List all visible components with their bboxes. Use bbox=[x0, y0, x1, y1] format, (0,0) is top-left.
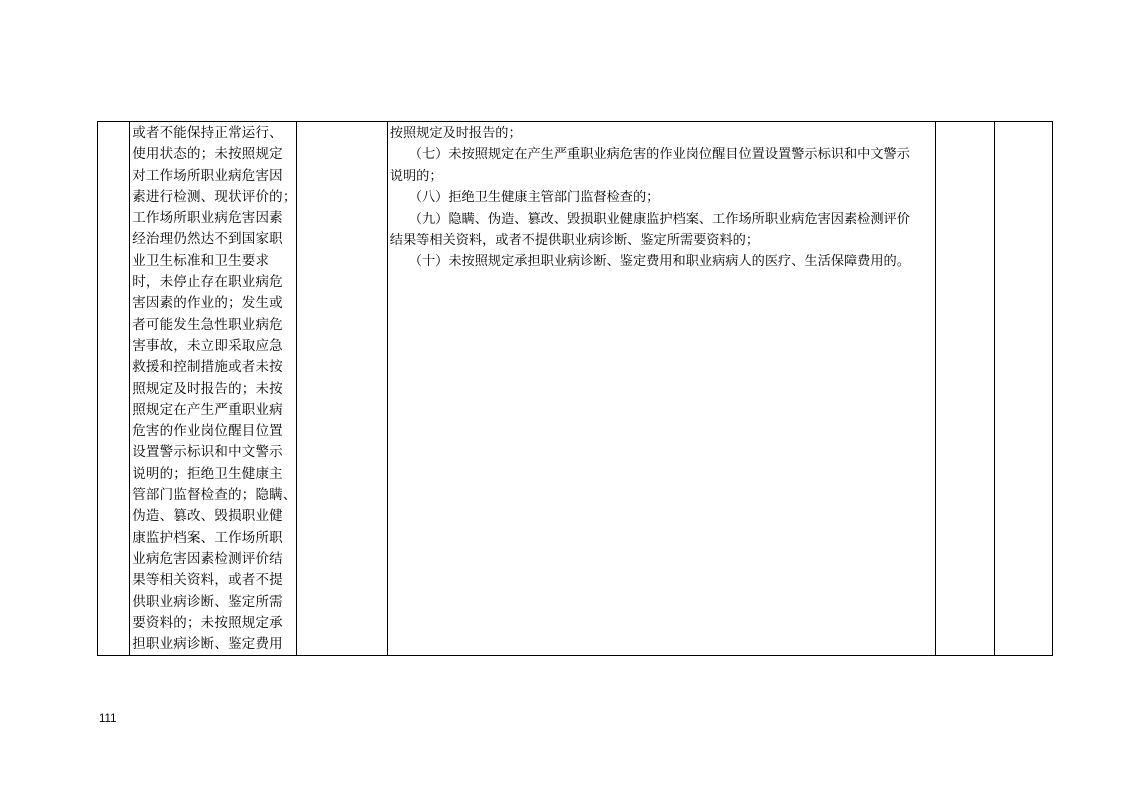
text-line: 按照规定及时报告的； bbox=[389, 126, 522, 141]
text-line: 照规定及时报告的；未按 bbox=[132, 380, 283, 397]
table-row bbox=[98, 122, 1053, 656]
text-line: 危害的作业岗位醒目位置 bbox=[132, 423, 283, 440]
cell-empty-5 bbox=[936, 122, 994, 656]
text-line: 使用状态的；未按照规定 bbox=[132, 146, 283, 163]
text-line: 害因素的作业的；发生或 bbox=[132, 295, 283, 312]
text-line: 害事故，未立即采取应急 bbox=[132, 337, 283, 354]
text-line: 工作场所职业病危害因素 bbox=[132, 210, 283, 227]
text-line: （九）隐瞒、伪造、篡改、毁损职业健康监护档案、工作场所职业病危害因素检测评价 bbox=[408, 211, 910, 227]
text-line: 担职业病诊断、鉴定费用 bbox=[132, 636, 283, 653]
text-line: 结果等相关资料，或者不提供职业病诊断、鉴定所需要资料的； bbox=[389, 233, 760, 249]
text-line: 果等相关资料，或者不提 bbox=[132, 572, 283, 589]
text-line: 经治理仍然达不到国家职 bbox=[132, 231, 283, 248]
text-line: 者可能发生急性职业病危 bbox=[132, 316, 283, 333]
text-line: 说明的； bbox=[389, 168, 443, 184]
text-line: 说明的；拒绝卫生健康主 bbox=[132, 465, 283, 482]
text-line: 设置警示标识和中文警示 bbox=[132, 444, 283, 461]
text-line: 救援和控制措施或者未按 bbox=[132, 359, 283, 376]
text-line: 业卫生标准和卫生要求 bbox=[132, 252, 270, 269]
text-line: 管部门监督检查的；隐瞒、 bbox=[132, 487, 297, 504]
text-line: 素进行检测、现状评价的； bbox=[132, 188, 297, 205]
text-line: （七）未按照规定在产生严重职业病危害的作业岗位醒目位置设置警示标识和中文警示 bbox=[408, 147, 910, 163]
text-line: 业病危害因素检测评价结 bbox=[132, 550, 283, 567]
text-line: （十）未按照规定承担职业病诊断、鉴定费用和职业病病人的医疗、生活保障费用的。 bbox=[408, 254, 910, 270]
legal-provisions-text bbox=[388, 122, 935, 273]
text-line: 康监护档案、工作场所职 bbox=[132, 529, 283, 546]
cell-empty-3 bbox=[297, 122, 388, 656]
text-line: 时，未停止存在职业病危 bbox=[132, 274, 283, 291]
cell-violation-description bbox=[130, 122, 297, 656]
text-line: （八）拒绝卫生健康主管部门监督检查的； bbox=[408, 190, 660, 206]
cell-empty-1 bbox=[98, 122, 130, 656]
document-table bbox=[97, 121, 1053, 656]
text-line: 供职业病诊断、鉴定所需 bbox=[132, 593, 283, 610]
cell-legal-provisions bbox=[387, 122, 935, 656]
violation-description-text bbox=[130, 122, 297, 655]
page-number: 111 bbox=[99, 713, 117, 725]
text-line: 或者不能保持正常运行、 bbox=[132, 125, 283, 141]
text-line: 对工作场所职业病危害因 bbox=[132, 167, 283, 184]
text-line: 伪造、篡改、毁损职业健 bbox=[132, 508, 283, 525]
text-line: 照规定在产生严重职业病 bbox=[132, 401, 283, 418]
cell-empty-6 bbox=[994, 122, 1052, 656]
text-line: 要资料的；未按照规定承 bbox=[132, 614, 283, 631]
